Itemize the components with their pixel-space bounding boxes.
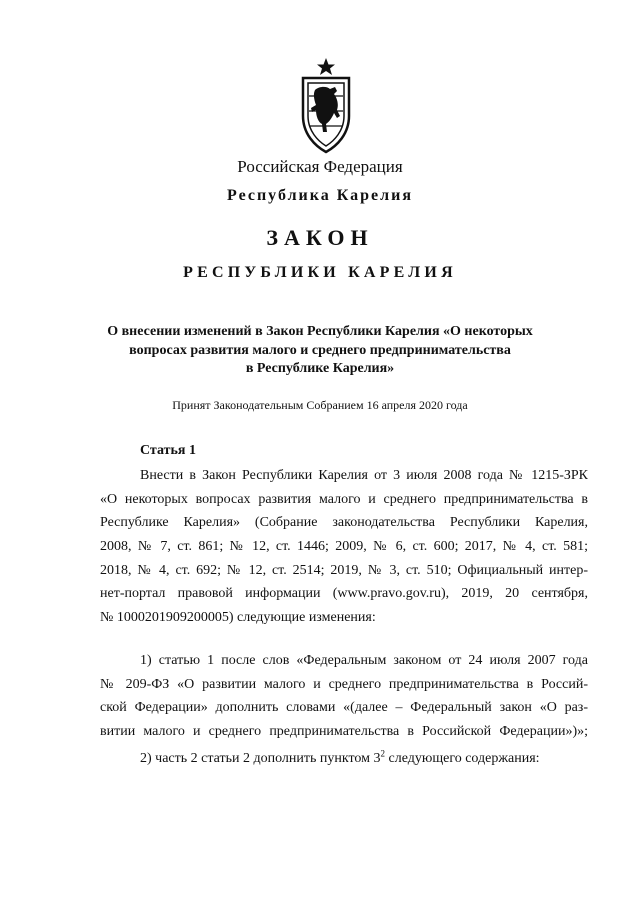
- article-title: Статья 1: [140, 443, 196, 458]
- subject-line: вопросах развития малого и среднего предпринимательства: [129, 342, 511, 358]
- text-line: 1) статью 1 после слов «Федеральным законом от 24 июля 2007 года: [140, 653, 588, 668]
- adoption-date: Принят Законодательным Собранием 16 апреля 2020 года: [172, 398, 468, 412]
- text-line: 2008, № 7, ст. 861; № 12, ст. 1446; 2009, № 6, ст. 600; 2017, № 4, ст. 581;: [100, 539, 588, 555]
- republic-heading: Республика Карелия: [227, 187, 413, 204]
- country-heading: Российская Федерация: [237, 157, 403, 176]
- text-line: Республике Карелия» (Собрание законодательства Республики Карелия,: [100, 515, 588, 531]
- item2-text-end: следующего содержания:: [385, 751, 540, 766]
- subject-line: в Республике Карелия»: [245, 361, 395, 376]
- document-issuer-title: РЕСПУБЛИКИ КАРЕЛИЯ: [183, 264, 457, 281]
- article-item-1: [100, 649, 588, 744]
- text-line: нет-портал правовой информации (www.pravo.gov.ru), 2019, 20 сентября,: [100, 586, 588, 602]
- item2-text: 2) часть 2 статьи 2 дополнить пунктом 3: [140, 751, 381, 766]
- text-line: Внести в Закон Республики Карелия от 3 июля 2008 года № 1215-ЗРК: [140, 468, 588, 483]
- text-line: ской Федерации» дополнить словами «(далее – Федеральный закон «О раз-: [100, 700, 588, 716]
- text-line: № 209-ФЗ «О развитии малого и среднего предпринимательства в Россий-: [100, 676, 588, 692]
- text-line: 2018, № 4, ст. 692; № 12, ст. 2514; 2019, № 3, ст. 510; Официальный интер-: [100, 562, 588, 578]
- item2-superscript: 2: [380, 748, 386, 759]
- coat-of-arms-icon: [299, 56, 353, 154]
- article-paragraph-intro: [100, 464, 588, 630]
- article-item-2: [100, 747, 588, 771]
- emblem-of-karelia: [299, 56, 353, 154]
- text-line: витии малого и среднего предпринимательства в Российской Федерации»)»;: [100, 724, 588, 740]
- text-line: [100, 747, 588, 771]
- text-line: № 1000201909200005) следующие изменения:: [100, 610, 376, 626]
- law-subject: [0, 323, 640, 379]
- text-line: «О некоторых вопросах развития малого и среднего предпринимательства в: [100, 491, 588, 507]
- subject-line: О внесении изменений в Закон Республики Карелия «О некоторых: [107, 324, 533, 339]
- document-type-title: ЗАКОН: [266, 225, 374, 250]
